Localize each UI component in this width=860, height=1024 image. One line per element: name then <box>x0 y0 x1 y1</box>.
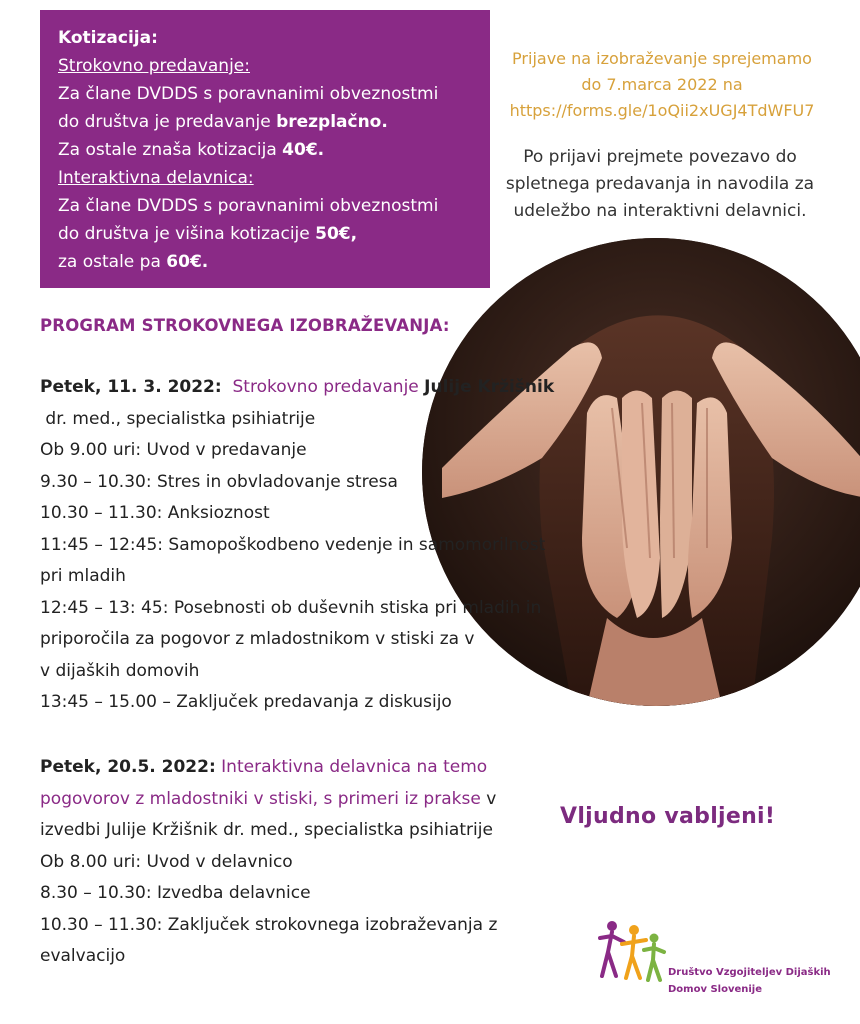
lecture-fee-line3: Za ostale znaša kotizacija 40€. <box>58 140 325 160</box>
program-title: PROGRAM STROKOVNEGA IZOBRAŽEVANJA: <box>40 316 450 335</box>
day2-item: Ob 8.00 uri: Uvod v delavnico <box>40 851 293 872</box>
after-line3: udeležbo na interaktivni delavnici. <box>513 201 807 221</box>
fee-title: Kotizacija: <box>58 28 158 48</box>
workshop-fee-line2: do društva je višina kotizacije 50€, <box>58 224 358 244</box>
day1-item: pri mladih <box>40 566 126 586</box>
after-line2: spletnega predavanja in navodila za <box>505 174 815 194</box>
day2-header <box>40 752 540 784</box>
lecture-fee-line1: Za člane DVDDS s poravnanimi obveznostmi <box>58 84 439 104</box>
free-label: brezplačno. <box>276 112 388 132</box>
workshop-fee-line3: za ostale pa 60€. <box>58 252 209 272</box>
lecture-fee-line2: do društva je predavanje brezplačno. <box>58 112 388 132</box>
lecture-price: 40€. <box>282 140 325 160</box>
registration-info <box>492 46 832 124</box>
registration-line1: Prijave na izobraževanje sprejemamo <box>512 49 812 68</box>
day1-speaker: Julije Kržišnik <box>424 377 555 397</box>
day2-topic-line2: pogovorov z mladostniki v stiski, s primeri iz prakse v <box>40 788 497 809</box>
invitation-text: Vljudno vabljeni! <box>560 804 776 829</box>
day2-program <box>40 752 540 973</box>
fee-box <box>40 10 490 288</box>
association-name <box>668 964 831 998</box>
day1-item: Ob 9.00 uri: Uvod v predavanje <box>40 440 307 460</box>
day2-topic-line1: Interaktivna delavnica na temo <box>221 757 488 777</box>
day1-item: 12:45 – 13: 45: Posebnosti ob duševnih stiska pri mladih in <box>40 597 542 618</box>
dancing-figures-icon <box>598 918 668 984</box>
workshop-fee-line1: Za člane DVDDS s poravnanimi obveznostmi <box>58 196 439 216</box>
registration-link[interactable]: https://forms.gle/1oQii2xUGJ4TdWFU7 <box>509 101 815 120</box>
day1-item: 13:45 – 15.00 – Zaključek predavanja z diskusijo <box>40 692 452 712</box>
association-logo <box>598 918 668 988</box>
association-name-line1: Društvo Vzgojiteljev Dijaških <box>668 967 831 978</box>
day1-item: 11:45 – 12:45: Samopoškodbeno vedenje in samomorilnost <box>40 534 546 555</box>
day1-item: 9.30 – 10.30: Stres in obvladovanje stresa <box>40 471 398 492</box>
lecture-fee-heading: Strokovno predavanje: <box>58 56 250 76</box>
day1-speaker-title: dr. med., specialistka psihiatrije <box>45 408 316 429</box>
after-registration-info <box>490 144 830 225</box>
day2-item: evalvacijo <box>40 946 126 966</box>
day2-date: Petek, 20.5. 2022: <box>40 757 216 777</box>
after-line1: Po prijavi prejmete povezavo do <box>523 147 797 167</box>
day1-program <box>40 372 600 719</box>
day2-item: 8.30 – 10.30: Izvedba delavnice <box>40 883 311 903</box>
day2-item: 10.30 – 11.30: Zaključek strokovnega izobraževanja z <box>40 914 498 935</box>
registration-line2: do 7.marca 2022 na <box>581 75 743 94</box>
day1-date: Petek, 11. 3. 2022: <box>40 377 222 397</box>
day1-topic: Strokovno predavanje <box>232 377 419 397</box>
day2-speaker-line: izvedbi Julije Kržišnik dr. med., specialistka psihiatrije <box>40 820 493 840</box>
day1-item: priporočila za pogovor z mladostnikom v stiski za v <box>40 629 475 649</box>
day1-item: v dijaških domovih <box>40 660 200 681</box>
workshop-member-price: 50€, <box>315 224 358 244</box>
association-name-line2: Domov Slovenije <box>668 984 763 995</box>
day1-item: 10.30 – 11.30: Anksioznost <box>40 503 270 523</box>
workshop-other-price: 60€. <box>166 252 209 272</box>
workshop-fee-heading: Interaktivna delavnica: <box>58 168 254 188</box>
day1-header <box>40 372 600 404</box>
